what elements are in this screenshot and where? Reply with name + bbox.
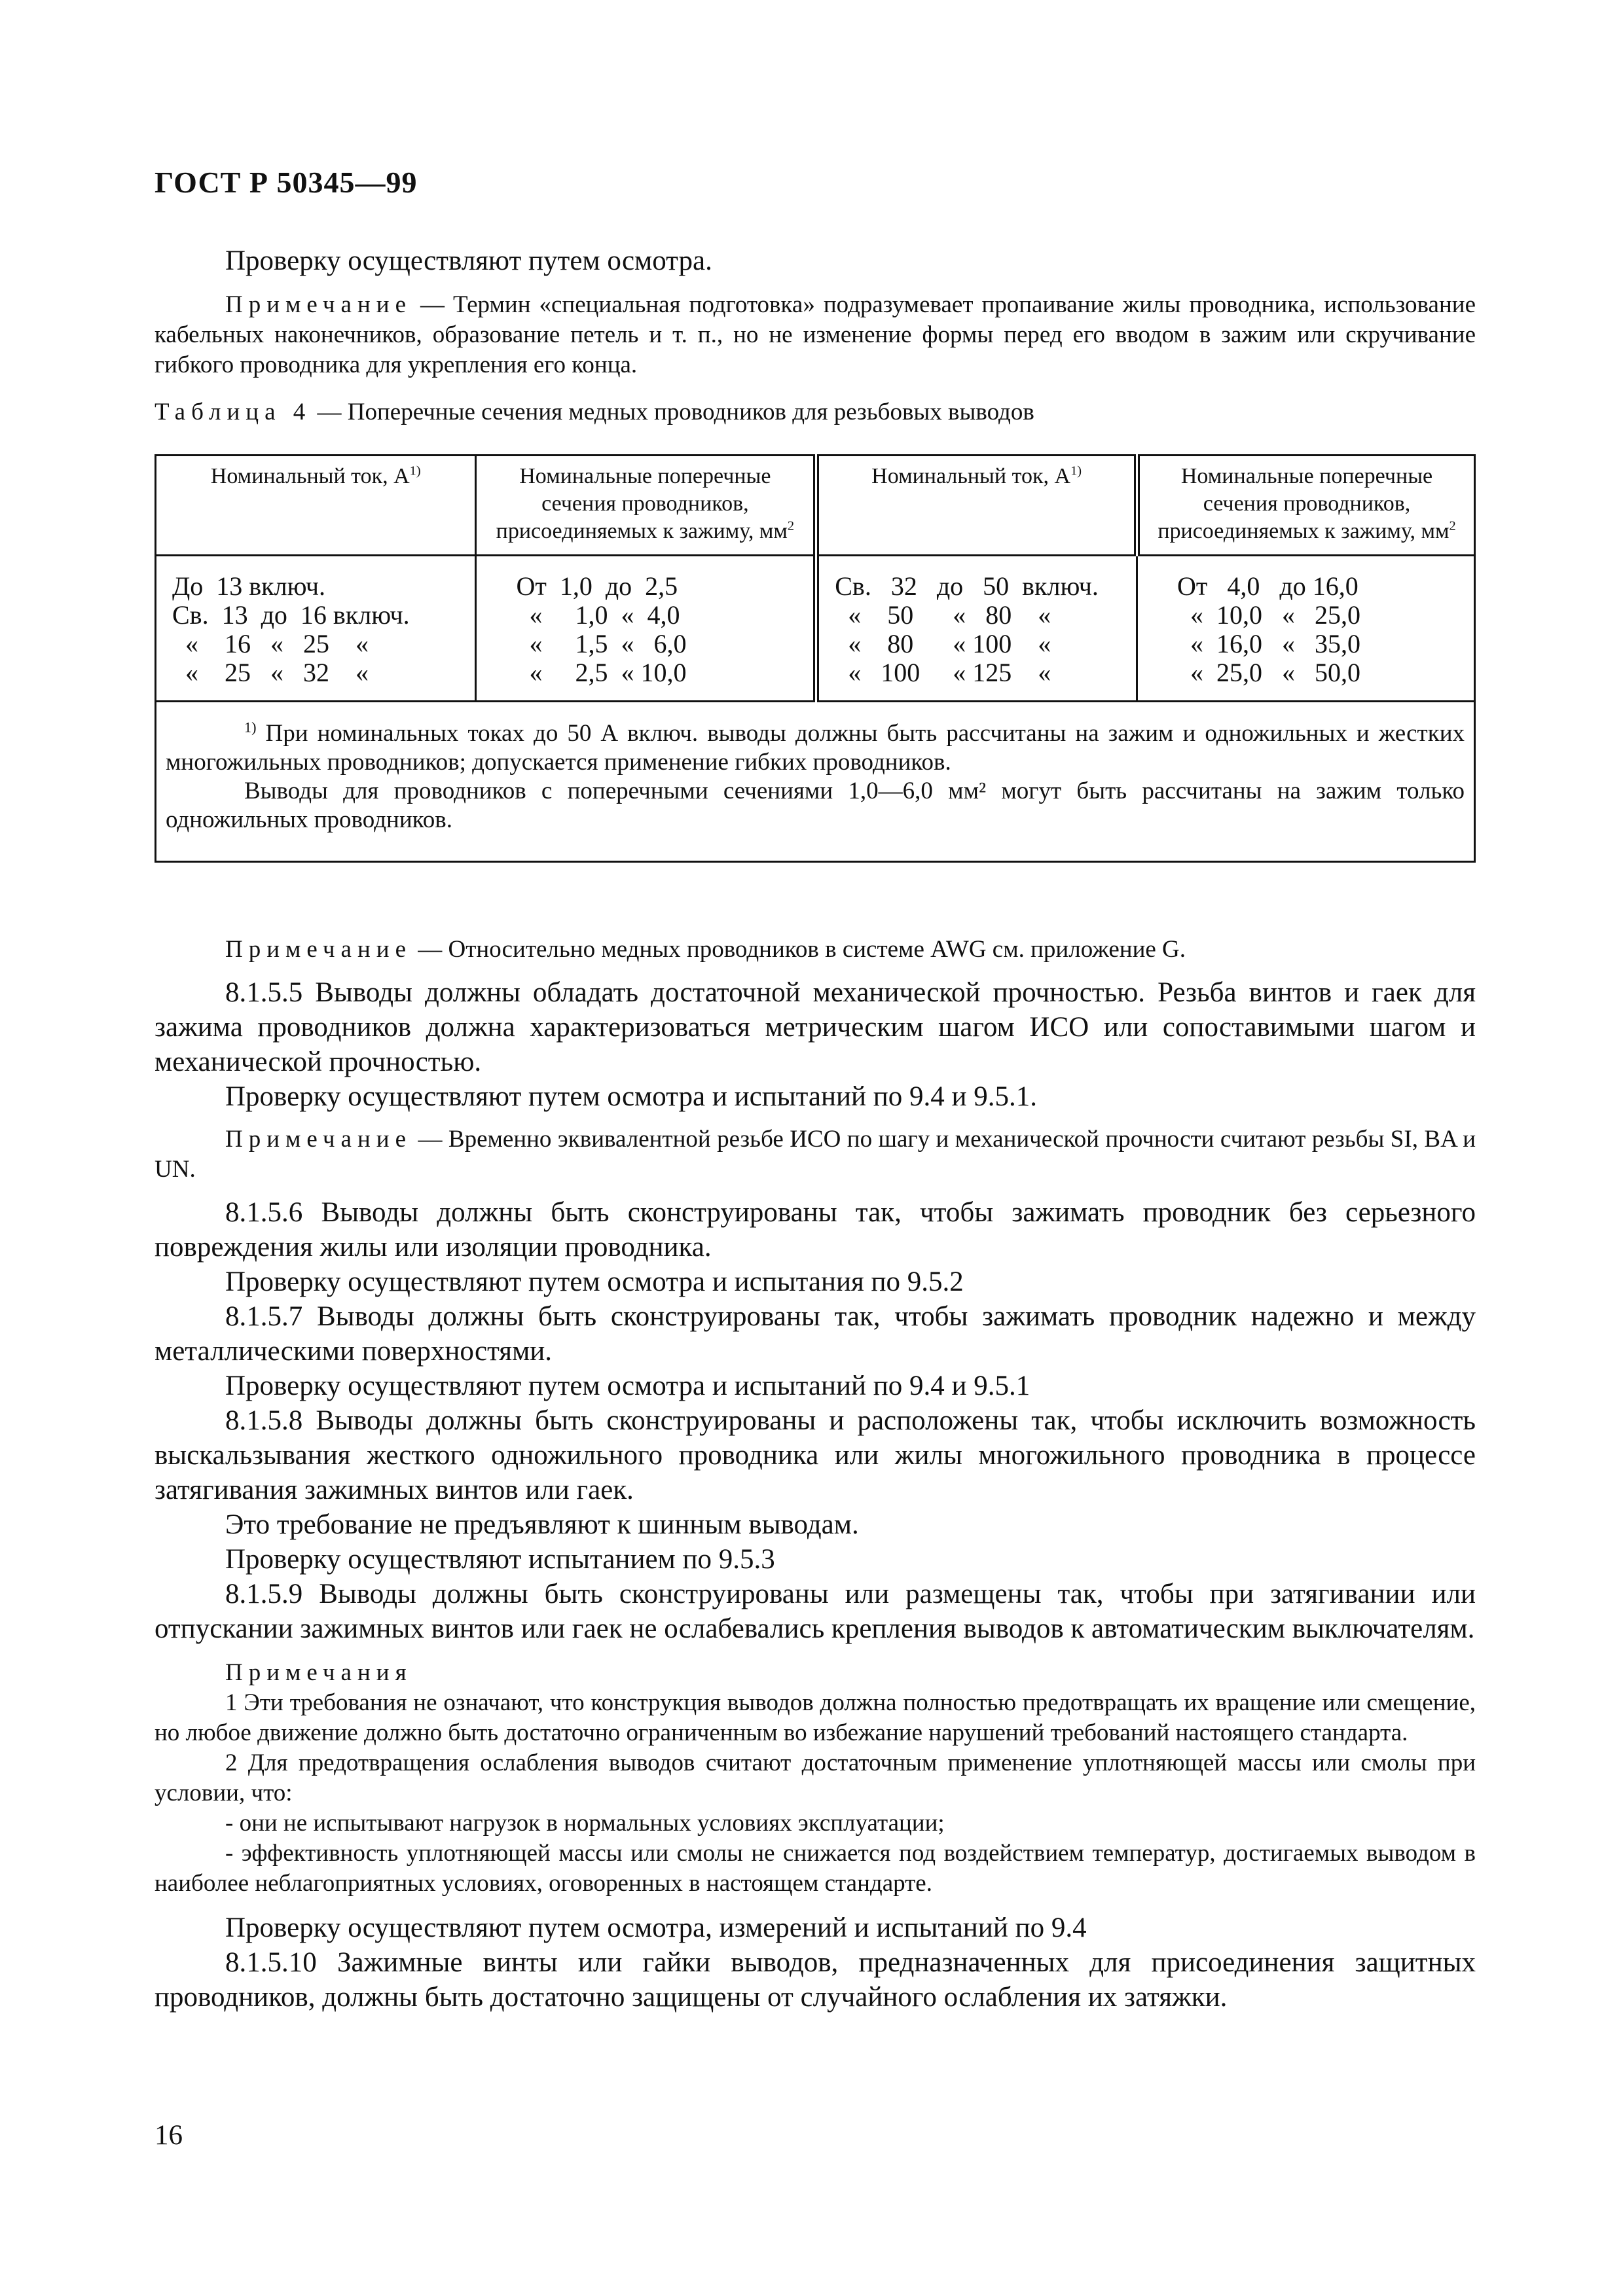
table-data-row	[156, 556, 1475, 702]
table-cell: До 13 включ.	[172, 571, 326, 601]
table-header-cell-1: Номинальный ток, $А^{1)}$	[156, 456, 476, 556]
table-cell: « 16 « 25 «	[172, 629, 369, 658]
paragraph-8-1-5-6: 8.1.5.6 Выводы должны быть сконструированы так, чтобы зажимать проводник без серьезного повреждения жилы или изоляции проводника.	[155, 1197, 1476, 1263]
note-1	[155, 290, 1476, 380]
table-col-3	[816, 556, 1137, 702]
paragraph-8-1-5-7: 8.1.5.7 Выводы должны быть сконструированы так, чтобы зажимать проводник надежно и между металлическими поверхностями.	[155, 1301, 1476, 1367]
table-cell: « 100 « 125 «	[835, 658, 1051, 687]
paragraph-8-1-5-8-check: Проверку осуществляют испытанием по 9.5.3	[225, 1544, 775, 1575]
notes-4-item-2b: - эффективность уплотняющей массы или смолы не снижается под воздействием температур, достигаемых выводом в наиболее неблагоприятных условиях, оговоренных в настоящем стандарте.	[155, 1840, 1476, 1897]
note-1-text: — Термин «специальная подготовка» подразумевает пропаивание жилы проводника, использование кабельных наконечников, образование петель и т. п., но не изменение формы перед его вводом в зажим или скручивание гибкого проводника для укрепления его конца.	[155, 291, 1476, 378]
paragraph-8-1-5-5-check: Проверку осуществляют путем осмотра и испытаний по 9.4 и 9.5.1.	[225, 1081, 1038, 1112]
text-block-top	[155, 243, 1476, 427]
table-header-cell-4: Номинальные поперечные сечения проводников, присоединяемых к зажиму, $мм^2$	[1137, 456, 1475, 556]
paragraph-8-1-5-8: 8.1.5.8 Выводы должны быть сконструированы и расположены так, чтобы исключить возможность выскальзывания жесткого одножильного проводника или жилы многожильного проводника в процессе затягивания зажимных винтов или гаек.	[155, 1405, 1476, 1505]
paragraph-8-1-5-9-check: Проверку осуществляют путем осмотра, измерений и испытаний по 9.4	[225, 1912, 1087, 1943]
table-cell: « 1,0 « 4,0	[516, 600, 680, 630]
paragraph-8-1-5-9: 8.1.5.9 Выводы должны быть сконструированы или размещены так, чтобы при затягивании или отпускании зажимных винтов или гаек не ослабевались крепления выводов к автоматическим выключателям.	[155, 1579, 1476, 1644]
note-2	[155, 935, 1476, 965]
table-cell: « 50 « 80 «	[835, 600, 1051, 630]
notes-4-item-2: 2 Для предотвращения ослабления выводов считают достаточным применение уплотняющей массы или смолы при условии, что:	[155, 1749, 1476, 1806]
note-3-text: — Временно эквивалентной резьбе ИСО по шагу и механической прочности считают резьбы SI, BA и UN.	[155, 1126, 1476, 1183]
table-footnote-2: Выводы для проводников с поперечными сечениями 1,0—6,0 мм² могут быть рассчитаны на зажим только одножильных проводников.	[166, 778, 1465, 833]
paragraph-8-1-5-7-check: Проверку осуществляют путем осмотра и испытаний по 9.4 и 9.5.1	[225, 1371, 1030, 1401]
paragraph-8-1-5-10: 8.1.5.10 Зажимные винты или гайки выводов, предназначенных для присоединения защитных проводников, должны быть достаточно защищены от случайного ослабления их затяжки.	[155, 1947, 1476, 2013]
table-cell: Св. 32 до 50 включ.	[835, 571, 1099, 601]
table-4-caption	[155, 397, 1476, 427]
table-4-caption-text: — Поперечные сечения медных проводников для резьбовых выводов	[311, 399, 1034, 425]
notes-4-item-1: 1 Эти требования не означают, что конструкция выводов должна полностью предотвращать их вращение или смещение, но любое движение должно быть достаточно ограниченным во избежание нарушений требований настоящего стандарта.	[155, 1689, 1476, 1746]
document-header: ГОСТ Р 50345—99	[155, 166, 418, 199]
table-cell: « 25 « 32 «	[172, 658, 369, 687]
paragraph-8-1-5-8-a: Это требование не предъявляют к шинным выводам.	[225, 1509, 859, 1540]
page-number: 16	[155, 2120, 183, 2151]
table-footnote-row	[156, 702, 1475, 862]
table-cell: « 80 « 100 «	[835, 629, 1051, 658]
table-footnote-1: $^{1)}$ При номинальных токах до 50 А включ. выводы должны быть рассчитаны на зажим и одножильных и жестких многожильных проводников; допускается применение гибких проводников.	[166, 719, 1465, 776]
notes-4-item-2a: - они не испытывают нагрузок в нормальных условиях эксплуатации;	[225, 1810, 945, 1837]
notes-4	[155, 1658, 1476, 1899]
table-header-cell-2: Номинальные поперечные сечения проводников, присоединяемых к зажиму, $мм^2$	[476, 456, 816, 556]
paragraph-8-1-5-5: 8.1.5.5 Выводы должны обладать достаточной механической прочностью. Резьба винтов и гаек для зажима проводников должна характеризоваться метрическим шагом ИСО или сопоставимыми шагом и механической прочностью.	[155, 977, 1476, 1077]
table-col-4	[1137, 556, 1475, 702]
table-cell: От 4,0 до 16,0	[1177, 571, 1359, 601]
paragraph-8-1-5-6-check: Проверку осуществляют путем осмотра и испытания по 9.5.2	[225, 1266, 964, 1297]
text-block-main	[155, 935, 1476, 2015]
table-header-row	[156, 456, 1475, 556]
table-4-caption-label: Таблица 4	[155, 399, 312, 425]
note-1-label: Примечание	[225, 291, 412, 318]
table-cell: « 25,0 « 50,0	[1177, 658, 1361, 687]
table-cell: « 1,5 « 6,0	[516, 629, 687, 658]
note-3	[155, 1124, 1476, 1185]
paragraph-check-1: Проверку осуществляют путем осмотра.	[225, 245, 712, 276]
note-3-label: Примечание	[225, 1126, 412, 1153]
note-2-label: Примечание	[225, 936, 412, 963]
table-cell: Св. 13 до 16 включ.	[172, 600, 410, 630]
table-col-1	[156, 556, 476, 702]
table-cell: « 16,0 « 35,0	[1177, 629, 1361, 658]
table-header-cell-3: Номинальный ток, $А^{1)}$	[816, 456, 1137, 556]
table-footnote-cell	[156, 702, 1475, 862]
table-cell: От 1,0 до 2,5	[516, 571, 678, 601]
table-cell: « 2,5 « 10,0	[516, 658, 687, 687]
table-col-2	[476, 556, 816, 702]
table-4	[155, 454, 1476, 863]
table-cell: « 10,0 « 25,0	[1177, 600, 1361, 630]
notes-4-label: Примечания	[225, 1659, 412, 1686]
note-2-text: — Относительно медных проводников в системе AWG см. приложение G.	[412, 936, 1186, 963]
